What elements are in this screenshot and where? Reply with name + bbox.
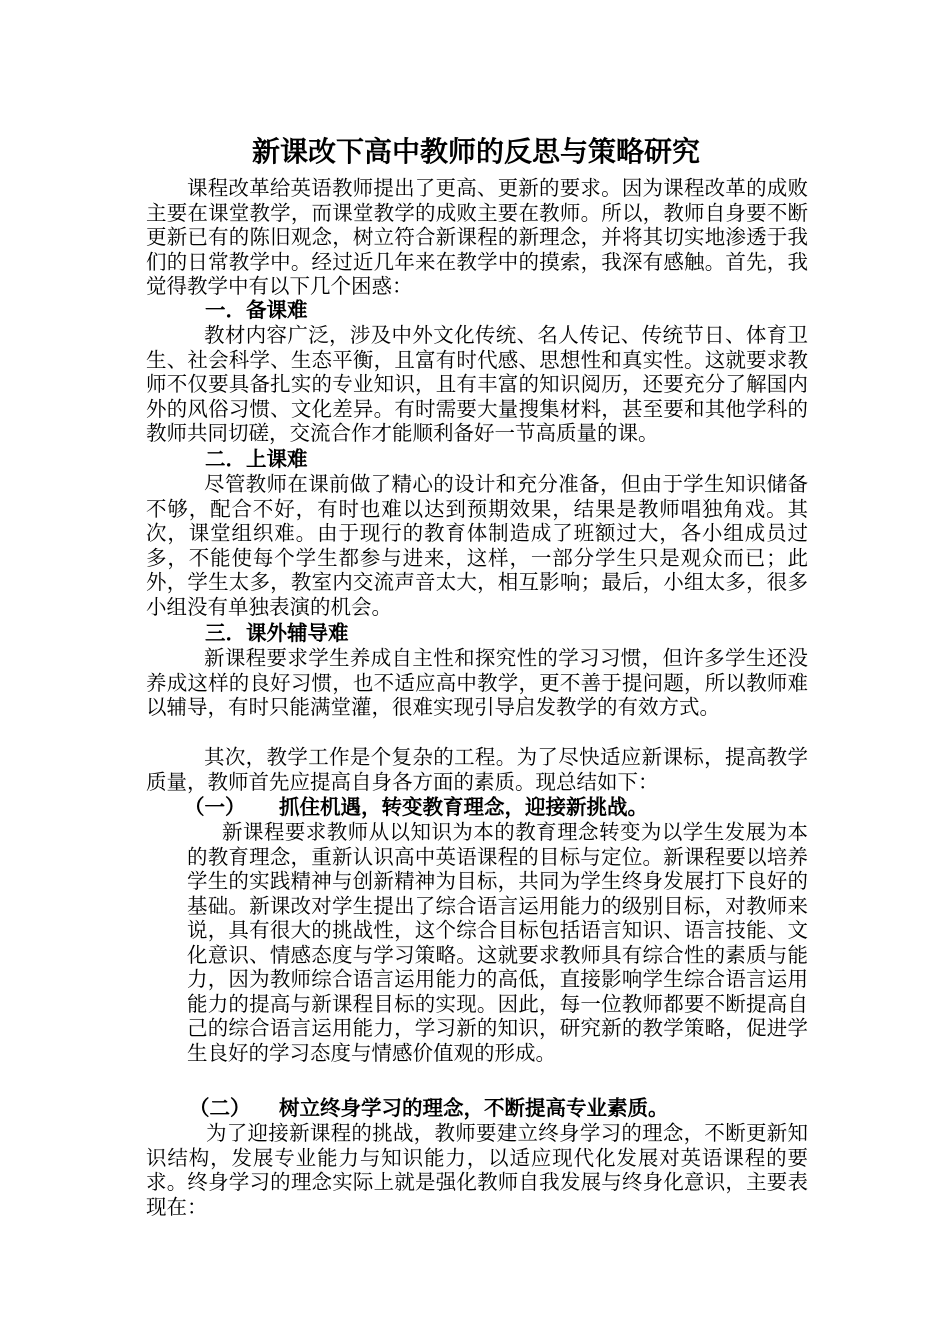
strategy-2-number: （二） [189,1096,251,1120]
section-2-heading: 二．上课难 [205,447,308,471]
section-2-paragraph: 尽管教师在课前做了精心的设计和充分准备，但由于学生知识储备不够，配合不好，有时也难以达到预期效果，结果是教师唱独角戏。其次，课堂组织难。由于现行的教育体制造成了班额过大，各小组成员过多，不能使每个学生都参与进来，这样，一部分学生只是观众而已；此外，学生太多，教室内交流声音太大，相互影响；最后，小组太多，很多小组没有单独表演的机会。 [146,472,808,619]
document-title: 新课改下高中教师的反思与策略研究 [251,135,700,168]
section-3-heading: 三．课外辅导难 [205,621,349,645]
section-1-heading: 一．备课难 [205,298,308,322]
strategy-2-paragraph: 为了迎接新课程的挑战，教师要建立终身学习的理念，不断更新知识结构，发展专业能力与知识能力，以适应现代化发展对英语课程的要求。终身学习的理念实际上就是强化教师自我发展与终身化意识，主要表现在： [146,1121,808,1219]
strategy-2-heading [189,1096,669,1121]
intro-paragraph: 课程改革给英语教师提出了更高、更新的要求。因为课程改革的成败主要在课堂教学，而课堂教学的成败主要在教师。所以，教师自身要不断更新已有的陈旧观念，树立符合新课程的新理念，并将其切实地渗透于我们的日常教学中。经过近几年来在教学中的摸索，我深有感触。首先，我觉得教学中有以下几个困惑： [146,176,808,298]
strategy-1-number: （一） [184,795,246,819]
strategy-2-title: 树立终身学习的理念，不断提高专业素质。 [279,1096,669,1120]
section-3-paragraph: 新课程要求学生养成自主性和探究性的学习习惯，但许多学生还没养成这样的良好习惯，也不适应高中教学，更不善于提问题，所以教师难以辅导，有时只能满堂灌，很难实现引导启发教学的有效方式。 [146,646,808,719]
strategy-1-title: 抓住机遇，转变教育理念，迎接新挑战。 [279,795,648,819]
strategy-1-paragraph: 新课程要求教师从以知识为本的教育理念转变为以学生发展为本的教育理念，重新认识高中英语课程的目标与定位。新课程要以培养学生的实践精神与创新精神为目标，共同为学生终身发展打下良好的基础。新课改对学生提出了综合语言运用能力的级别目标，对教师来说，具有很大的挑战性，这个综合目标包括语言知识、语言技能、文化意识、情感态度与学习策略。这就要求教师具有综合性的素质与能力，因为教师综合语言运用能力的高低，直接影响学生综合语言运用能力的提高与新课程目标的实现。因此，每一位教师都要不断提高自己的综合语言运用能力，学习新的知识，研究新的教学策略，促进学生良好的学习态度与情感价值观的形成。 [187,820,808,1065]
section-1-paragraph: 教材内容广泛，涉及中外文化传统、名人传记、传统节日、体育卫生、社会科学、生态平衡，且富有时代感、思想性和真实性。这就要求教师不仅要具备扎实的专业知识，且有丰富的知识阅历，还要充分了解国内外的风俗习惯、文化差异。有时需要大量搜集材料，甚至要和其他学科的教师共同切磋，交流合作才能顺利备好一节高质量的课。 [146,323,808,445]
strategy-1-heading [184,795,648,820]
transition-paragraph: 其次，教学工作是个复杂的工程。为了尽快适应新课标，提高教学质量，教师首先应提高自身各方面的素质。现总结如下： [146,745,808,794]
